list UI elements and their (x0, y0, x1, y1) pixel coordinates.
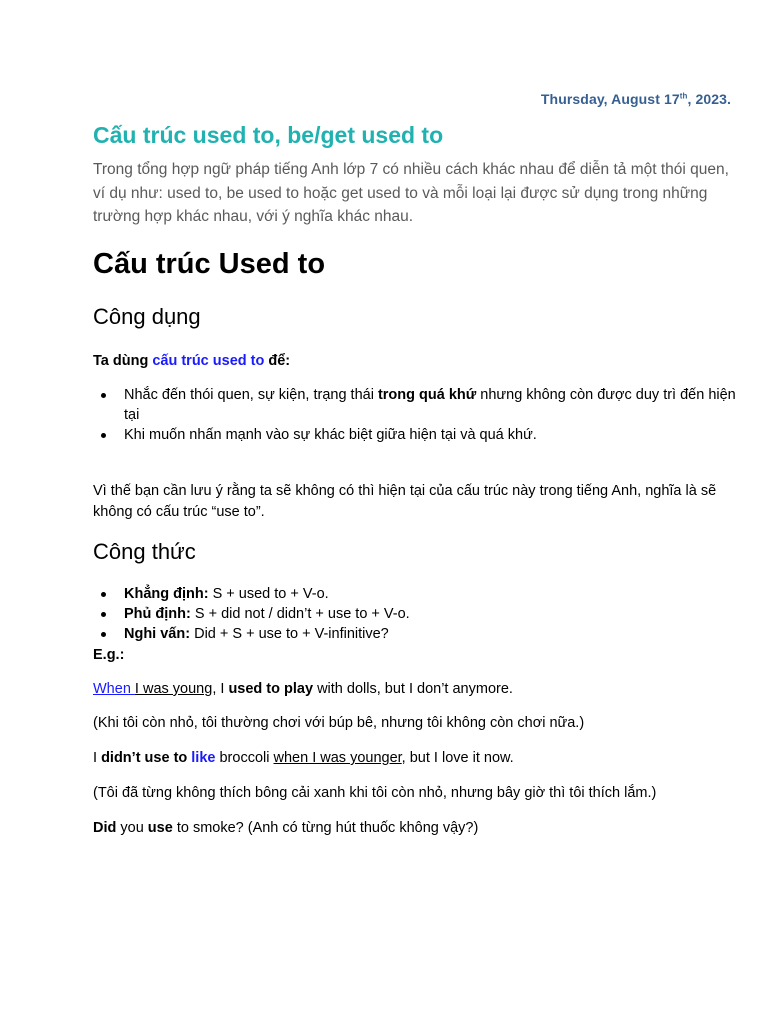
example-3-bold-did: Did (93, 820, 117, 836)
formula-label: Nghi vấn: (124, 626, 191, 642)
usage-lead (93, 351, 743, 371)
example-2-end: , but I love it now. (401, 750, 514, 766)
formula-heading: Công thức (93, 539, 196, 564)
usage-note: Vì thế bạn cần lưu ý rằng ta sẽ không có thì hiện tại của cấu trúc này trong tiếng Anh, nghĩa là sẽ không có cấu trúc “use to”. (93, 483, 717, 520)
example-2-mid: broccoli (215, 750, 274, 766)
usage-item-text-end: nhưng không còn được duy trì đến hiện tại (124, 387, 736, 423)
example-2 (93, 748, 743, 768)
section-heading (93, 243, 325, 285)
formula-label: Phủ định: (124, 606, 191, 622)
date-line (541, 91, 731, 107)
usage-item-bold: trong quá khứ (377, 387, 477, 403)
example-3-end: to smoke? (Anh có từng hút thuốc không vậy?) (172, 820, 479, 836)
section-heading-text: Cấu trúc Used to (93, 248, 326, 280)
example-3 (93, 818, 743, 838)
formula-negative (93, 604, 743, 624)
usage-item-text: Nhắc đến thói quen, sự kiện, trạng thái (124, 387, 378, 403)
formula-list (93, 584, 743, 644)
usage-heading: Công dụng (93, 304, 201, 329)
example-3-bold-use: use (147, 820, 173, 836)
example-2-translation: (Tôi đã từng không thích bông cải xanh khi tôi còn nhỏ, nhưng bây giờ thì tôi thích lắm.) (93, 785, 657, 801)
date-year: , 2023. (687, 91, 731, 107)
formula-text: S + did not / didn’t + use to + V-o. (190, 606, 410, 622)
formula-text: S + used to + V-o. (208, 586, 329, 602)
usage-item-text: Khi muốn nhấn mạnh vào sự khác biệt giữa hiện tại và quá khứ. (124, 427, 537, 443)
formula-label: Khẳng định: (124, 586, 209, 602)
intro-paragraph: Trong tổng hợp ngữ pháp tiếng Anh lớp 7 có nhiều cách khác nhau để diễn tả một thói quen, ví dụ như: used to, be used to hoặc get used to và mỗi loại lại được sử dụng trong những trường hợp khác nhau, với ý nghĩa khác nhau. (93, 161, 729, 225)
example-2-keyword: like (191, 750, 216, 766)
example-1-text: , I (212, 681, 229, 697)
example-1-clause: I was young (134, 681, 213, 697)
usage-list-item (93, 385, 743, 425)
example-label: E.g.: (93, 647, 125, 663)
formula-text: Did + S + use to + V-infinitive? (190, 626, 389, 642)
example-1 (93, 679, 743, 699)
example-1-end: with dolls, but I don’t anymore. (313, 681, 513, 697)
example-1-translation: (Khi tôi còn nhỏ, tôi thường chơi với búp bê, nhưng tôi không còn chơi nữa.) (93, 715, 585, 731)
usage-lead-link[interactable]: cấu trúc used to (152, 353, 265, 369)
date-text: Thursday, August 17 (540, 91, 680, 107)
example-1-link[interactable]: When (93, 681, 135, 697)
usage-list (93, 385, 743, 445)
date-ordinal: th (679, 91, 688, 101)
document-title: Cấu trúc used to, be/get used to (93, 122, 444, 148)
usage-list-item (93, 425, 743, 445)
example-1-bold: used to play (228, 681, 314, 697)
example-3-text: you (116, 820, 148, 836)
usage-lead-prefix: Ta dùng (93, 353, 153, 369)
usage-lead-suffix: để: (264, 353, 291, 369)
example-2-underline: when I was younger (273, 750, 402, 766)
example-2-bold: didn’t use to (101, 750, 192, 766)
example-2-text: I (93, 750, 102, 766)
formula-question (93, 624, 743, 644)
formula-affirmative (93, 584, 743, 604)
